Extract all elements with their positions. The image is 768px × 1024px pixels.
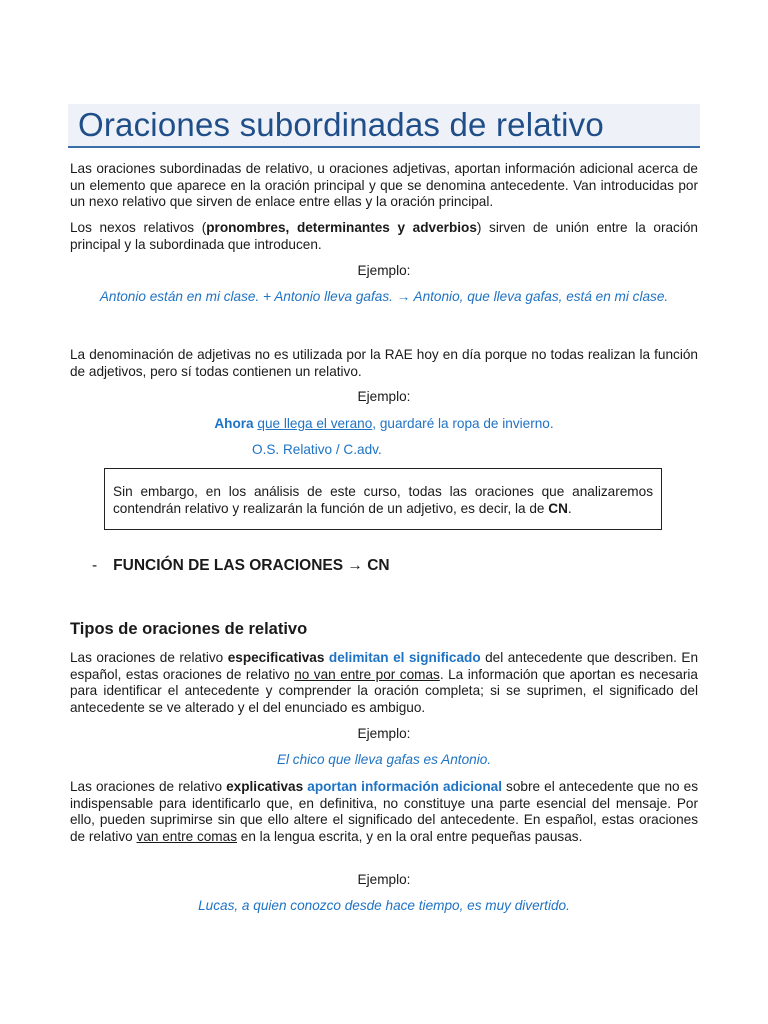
exp-t2: sobre el antecedente que no es indispensable para identificarlo que, en definitiva, no constituye una parte esencial del mensaje. Por ello, pueden suprimirse sin que ello altere el significado del antecedente. En español, estas oraciones de relativo: [70, 779, 698, 844]
function-heading: [92, 557, 390, 575]
example-chico: El chico que lleva gafas es Antonio.: [276, 752, 492, 767]
nexos-text-start: Los nexos relativos (: [70, 220, 207, 235]
esp-bold: especificativas: [227, 650, 325, 665]
nexos-bold: pronombres, determinantes y adverbios: [206, 220, 477, 235]
exp-blue: aportan información adicional: [307, 779, 502, 794]
nexos-paragraph: [70, 220, 698, 253]
ejemplo-label-3: Ejemplo:: [357, 726, 411, 741]
explicativas-paragraph: [70, 779, 698, 845]
function-text: FUNCIÓN DE LAS ORACIONES: [113, 557, 344, 574]
function-dash: -: [92, 557, 98, 574]
especificativas-paragraph: [70, 650, 698, 716]
nexos-text-end: ) sirven de unión entre la oración principal y la subordinada que introducen.: [70, 220, 698, 252]
page-title: Oraciones subordinadas de relativo: [78, 106, 604, 143]
esp-t3: . La información que aportan es necesaria para identificar el antecedente y comprender la oración completa; si se suprimen, el significado del antecedente se ve alterado y el del enunciado es ambiguo.: [70, 666, 698, 715]
example-ahora-bold: Ahora: [214, 416, 254, 431]
ejemplo-label-1: Ejemplo:: [357, 263, 411, 278]
note-box: [104, 468, 662, 530]
example-lucas: Lucas, a quien conozco desde hace tiempo, es muy divertido.: [198, 898, 570, 913]
exp-t3: en la lengua escrita, y en la oral entre pequeñas pausas.: [237, 828, 583, 844]
title-banner: [68, 104, 700, 148]
example-ahora-rest: , guardaré la ropa de invierno.: [372, 416, 554, 431]
esp-underline: no van entre por comas: [294, 666, 440, 682]
exp-t1: Las oraciones de relativo: [70, 779, 227, 794]
example-ahora-underline: que llega el verano: [257, 416, 373, 431]
types-heading: Tipos de oraciones de relativo: [70, 620, 308, 638]
exp-underline: van entre comas: [136, 828, 237, 844]
esp-t1: Las oraciones de relativo: [70, 650, 228, 665]
example-ahora: [70, 416, 698, 433]
function-target: CN: [367, 557, 390, 574]
example-antonio: Antonio están en mi clase. + Antonio lleva gafas. → Antonio, que lleva gafas, está en mi clase.: [99, 289, 669, 304]
note-text: [113, 484, 653, 517]
rae-paragraph: La denominación de adjetivas no es utilizada por la RAE hoy en día porque no todas realizan la función de adjetivos, pero sí todas contienen un relativo.: [70, 347, 698, 379]
arrow-right-icon: →: [347, 557, 363, 574]
intro-paragraph: Las oraciones subordinadas de relativo, u oraciones adjetivas, aportan información adicional acerca de un elemento que aparece en la oración principal y que se denomina antecedente. Van introducidas por un nexo relativo que sirven de enlace entre ellas y la oración principal.: [70, 161, 698, 210]
ejemplo-label-2: Ejemplo:: [357, 389, 411, 404]
note-body: Sin embargo, en los análisis de este curso, todas las oraciones que analizaremos contendrán relativo y realizarán la función de un adjetivo, es decir, la de: [113, 484, 653, 516]
note-bold: CN: [548, 500, 568, 516]
analysis-label: O.S. Relativo / C.adv.: [252, 442, 382, 457]
esp-t2: del antecedente que describen. En español, estas oraciones de relativo: [70, 650, 698, 682]
ejemplo-label-4: Ejemplo:: [357, 872, 411, 887]
esp-blue: delimitan el significado: [328, 650, 481, 665]
note-end: .: [567, 500, 572, 516]
exp-bold: explicativas: [226, 779, 304, 794]
